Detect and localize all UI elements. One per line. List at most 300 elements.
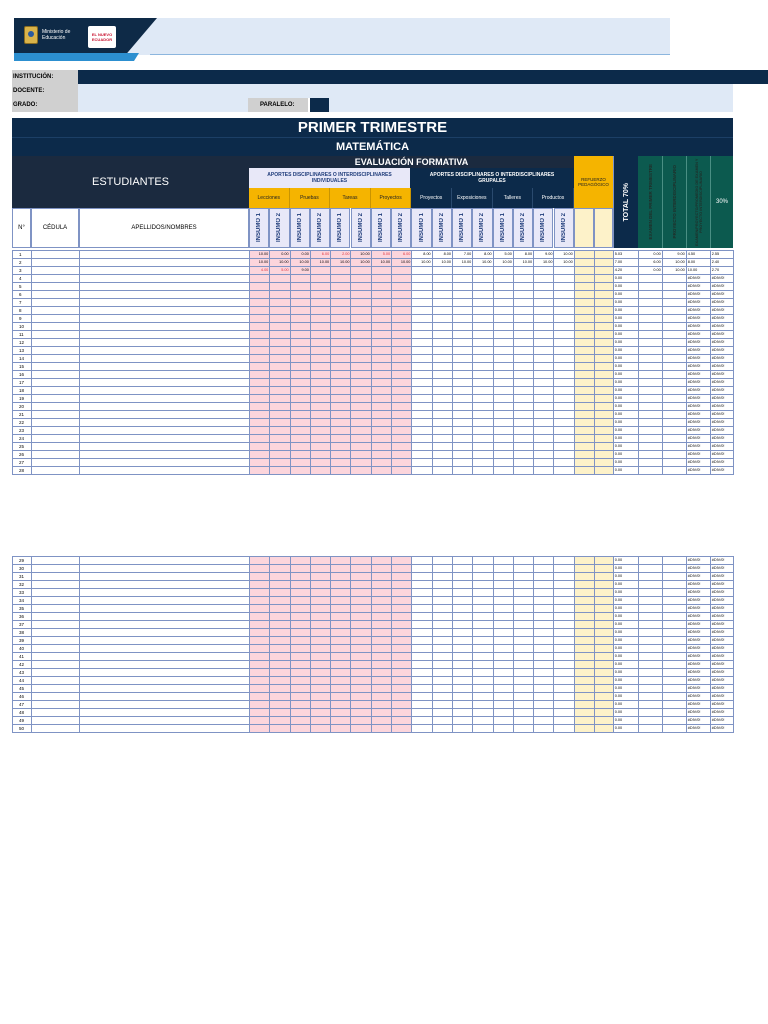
project-cell[interactable] [662, 315, 686, 323]
id-cell[interactable] [32, 251, 80, 259]
grade-group-cell[interactable] [473, 605, 493, 613]
grade-group-cell[interactable] [432, 565, 452, 573]
name-cell[interactable] [80, 451, 250, 459]
grade-individual-cell[interactable] [392, 725, 412, 733]
grade-group-cell[interactable] [473, 403, 493, 411]
grade-individual-cell[interactable] [290, 581, 310, 589]
grade-group-cell[interactable] [412, 299, 432, 307]
reinforcement-cell[interactable] [594, 315, 613, 323]
grade-group-cell[interactable] [534, 307, 554, 315]
project-cell[interactable] [662, 347, 686, 355]
grade-group-cell[interactable] [432, 693, 452, 701]
reinforcement-cell[interactable] [574, 323, 594, 331]
id-cell[interactable] [32, 717, 80, 725]
exam-cell[interactable] [638, 581, 662, 589]
grade-group-cell[interactable] [513, 701, 533, 709]
grade-individual-cell[interactable] [351, 581, 371, 589]
grade-individual-cell[interactable] [270, 299, 290, 307]
grade-group-cell[interactable] [473, 371, 493, 379]
grade-group-cell[interactable] [513, 267, 533, 275]
id-cell[interactable] [32, 581, 80, 589]
grade-individual-cell[interactable] [392, 435, 412, 443]
grade-individual-cell[interactable] [371, 467, 391, 475]
grade-group-cell[interactable] [493, 267, 513, 275]
id-cell[interactable] [32, 259, 80, 267]
grade-group-cell[interactable] [554, 637, 574, 645]
grade-group-cell[interactable] [432, 443, 452, 451]
name-cell[interactable] [80, 275, 250, 283]
grade-individual-cell[interactable] [310, 581, 330, 589]
grade-group-cell[interactable] [452, 573, 472, 581]
grade-group-cell[interactable] [412, 605, 432, 613]
project-cell[interactable] [662, 597, 686, 605]
grade-group-cell[interactable] [452, 677, 472, 685]
reinforcement-cell[interactable] [594, 605, 613, 613]
grade-group-cell[interactable] [452, 685, 472, 693]
grade-individual-cell[interactable] [371, 363, 391, 371]
reinforcement-cell[interactable] [574, 339, 594, 347]
grade-group-cell[interactable] [534, 565, 554, 573]
id-cell[interactable] [32, 677, 80, 685]
grade-group-cell[interactable] [534, 443, 554, 451]
grade-individual-cell[interactable] [270, 355, 290, 363]
grade-group-cell[interactable] [554, 677, 574, 685]
grade-group-cell[interactable] [473, 637, 493, 645]
grade-individual-cell[interactable] [310, 371, 330, 379]
project-cell[interactable] [662, 645, 686, 653]
grade-individual-cell[interactable] [371, 427, 391, 435]
reinforcement-cell[interactable] [594, 411, 613, 419]
id-cell[interactable] [32, 435, 80, 443]
grade-individual-cell[interactable] [351, 315, 371, 323]
grade-individual-cell[interactable]: 10.00 [270, 259, 290, 267]
grade-individual-cell[interactable] [310, 307, 330, 315]
reinforcement-cell[interactable] [594, 347, 613, 355]
grade-individual-cell[interactable] [371, 613, 391, 621]
grade-group-cell[interactable] [513, 299, 533, 307]
grade-individual-cell[interactable] [290, 669, 310, 677]
reinforcement-cell[interactable] [594, 629, 613, 637]
grade-individual-cell[interactable] [331, 299, 351, 307]
name-cell[interactable] [80, 661, 250, 669]
grade-group-cell[interactable] [473, 315, 493, 323]
grade-group-cell[interactable] [432, 645, 452, 653]
grade-group-cell[interactable] [412, 379, 432, 387]
grade-group-cell[interactable] [412, 589, 432, 597]
grade-individual-cell[interactable] [250, 339, 270, 347]
name-cell[interactable] [80, 267, 250, 275]
grade-group-cell[interactable] [412, 573, 432, 581]
grade-group-cell[interactable] [534, 669, 554, 677]
name-cell[interactable] [80, 299, 250, 307]
grade-individual-cell[interactable] [290, 347, 310, 355]
name-cell[interactable] [80, 717, 250, 725]
grade-individual-cell[interactable] [392, 685, 412, 693]
grade-individual-cell[interactable] [310, 283, 330, 291]
grade-individual-cell[interactable] [331, 677, 351, 685]
grade-individual-cell[interactable] [371, 275, 391, 283]
grade-individual-cell[interactable] [290, 589, 310, 597]
grade-individual-cell[interactable] [250, 291, 270, 299]
project-cell[interactable] [662, 427, 686, 435]
grade-individual-cell[interactable] [351, 589, 371, 597]
reinforcement-cell[interactable] [574, 299, 594, 307]
grade-group-cell[interactable] [534, 573, 554, 581]
grade-group-cell[interactable] [412, 331, 432, 339]
grade-group-cell[interactable] [493, 459, 513, 467]
grade-individual-cell[interactable] [351, 379, 371, 387]
exam-cell[interactable] [638, 395, 662, 403]
grade-individual-cell[interactable] [331, 323, 351, 331]
id-cell[interactable] [32, 355, 80, 363]
grade-individual-cell[interactable] [250, 411, 270, 419]
grade-group-cell[interactable] [554, 331, 574, 339]
id-cell[interactable] [32, 645, 80, 653]
project-cell[interactable] [662, 613, 686, 621]
name-cell[interactable] [80, 419, 250, 427]
grade-field[interactable] [78, 98, 248, 112]
grade-group-cell[interactable] [493, 307, 513, 315]
grade-individual-cell[interactable] [392, 597, 412, 605]
grade-individual-cell[interactable] [351, 283, 371, 291]
grade-individual-cell[interactable] [310, 605, 330, 613]
grade-group-cell[interactable] [432, 653, 452, 661]
exam-cell[interactable] [638, 589, 662, 597]
grade-group-cell[interactable] [554, 557, 574, 565]
grade-group-cell[interactable] [473, 355, 493, 363]
grade-group-cell[interactable] [412, 355, 432, 363]
grade-individual-cell[interactable] [371, 459, 391, 467]
reinforcement-cell[interactable] [574, 379, 594, 387]
grade-individual-cell[interactable] [371, 443, 391, 451]
grade-individual-cell[interactable] [290, 565, 310, 573]
grade-individual-cell[interactable] [351, 613, 371, 621]
grade-individual-cell[interactable] [392, 411, 412, 419]
grade-individual-cell[interactable] [310, 645, 330, 653]
reinforcement-cell[interactable] [594, 443, 613, 451]
project-cell[interactable] [662, 605, 686, 613]
grade-group-cell[interactable] [534, 621, 554, 629]
grade-individual-cell[interactable] [270, 701, 290, 709]
grade-group-cell[interactable] [493, 637, 513, 645]
grade-individual-cell[interactable] [351, 717, 371, 725]
name-cell[interactable] [80, 251, 250, 259]
project-cell[interactable] [662, 725, 686, 733]
grade-group-cell[interactable] [534, 613, 554, 621]
grade-group-cell[interactable] [534, 331, 554, 339]
grade-individual-cell[interactable] [310, 637, 330, 645]
grade-group-cell[interactable] [554, 355, 574, 363]
name-cell[interactable] [80, 355, 250, 363]
grade-group-cell[interactable] [412, 443, 432, 451]
reinforcement-cell[interactable] [594, 283, 613, 291]
institution-field[interactable] [78, 70, 768, 84]
grade-group-cell[interactable] [493, 411, 513, 419]
grade-group-cell[interactable] [513, 573, 533, 581]
grade-individual-cell[interactable] [392, 387, 412, 395]
grade-group-cell[interactable] [493, 669, 513, 677]
grade-individual-cell[interactable] [290, 597, 310, 605]
grade-group-cell[interactable] [554, 459, 574, 467]
grade-group-cell[interactable] [493, 275, 513, 283]
grade-individual-cell[interactable] [270, 435, 290, 443]
grade-individual-cell[interactable] [331, 701, 351, 709]
reinforcement-cell[interactable] [594, 299, 613, 307]
grade-group-cell[interactable] [432, 725, 452, 733]
grade-group-cell[interactable] [452, 645, 472, 653]
grade-individual-cell[interactable] [351, 557, 371, 565]
grade-individual-cell[interactable] [270, 283, 290, 291]
grade-individual-cell[interactable] [250, 637, 270, 645]
grade-individual-cell[interactable] [290, 299, 310, 307]
grade-individual-cell[interactable]: 9.00 [290, 267, 310, 275]
reinforcement-cell[interactable] [594, 637, 613, 645]
grade-individual-cell[interactable] [351, 267, 371, 275]
grade-group-cell[interactable] [493, 315, 513, 323]
grade-group-cell[interactable] [493, 629, 513, 637]
exam-cell[interactable] [638, 283, 662, 291]
grade-group-cell[interactable] [412, 411, 432, 419]
grade-individual-cell[interactable] [290, 677, 310, 685]
grade-group-cell[interactable] [513, 307, 533, 315]
grade-group-cell[interactable] [534, 717, 554, 725]
grade-individual-cell[interactable] [290, 443, 310, 451]
reinforcement-cell[interactable] [594, 331, 613, 339]
grade-group-cell[interactable] [493, 355, 513, 363]
grade-individual-cell[interactable] [250, 387, 270, 395]
project-cell[interactable] [662, 669, 686, 677]
id-cell[interactable] [32, 459, 80, 467]
grade-group-cell[interactable] [432, 597, 452, 605]
grade-group-cell[interactable] [432, 379, 452, 387]
name-cell[interactable] [80, 653, 250, 661]
name-cell[interactable] [80, 573, 250, 581]
grade-group-cell[interactable] [452, 597, 472, 605]
project-cell[interactable]: 10.00 [662, 267, 686, 275]
name-cell[interactable] [80, 669, 250, 677]
grade-individual-cell[interactable]: 5.00 [371, 251, 391, 259]
grade-individual-cell[interactable] [371, 331, 391, 339]
grade-group-cell[interactable] [534, 403, 554, 411]
grade-group-cell[interactable] [513, 725, 533, 733]
grade-group-cell[interactable] [473, 347, 493, 355]
reinforcement-cell[interactable] [594, 581, 613, 589]
grade-group-cell[interactable] [513, 467, 533, 475]
grade-individual-cell[interactable] [290, 459, 310, 467]
grade-individual-cell[interactable] [371, 419, 391, 427]
grade-group-cell[interactable] [473, 411, 493, 419]
grade-individual-cell[interactable] [310, 459, 330, 467]
grade-individual-cell[interactable] [270, 291, 290, 299]
grade-individual-cell[interactable] [290, 363, 310, 371]
grade-group-cell[interactable] [432, 573, 452, 581]
grade-individual-cell[interactable] [250, 307, 270, 315]
project-cell[interactable] [662, 451, 686, 459]
grade-group-cell[interactable] [473, 701, 493, 709]
grade-individual-cell[interactable] [392, 267, 412, 275]
exam-cell[interactable] [638, 701, 662, 709]
grade-individual-cell[interactable] [250, 299, 270, 307]
grade-individual-cell[interactable] [371, 557, 391, 565]
grade-group-cell[interactable] [493, 467, 513, 475]
id-cell[interactable] [32, 307, 80, 315]
grade-individual-cell[interactable] [392, 581, 412, 589]
grade-group-cell[interactable] [493, 379, 513, 387]
grade-group-cell[interactable] [412, 693, 432, 701]
reinforcement-cell[interactable] [574, 371, 594, 379]
grade-individual-cell[interactable] [392, 347, 412, 355]
grade-individual-cell[interactable] [290, 315, 310, 323]
grade-group-cell[interactable]: 8.00 [412, 251, 432, 259]
grade-group-cell[interactable] [513, 283, 533, 291]
grade-individual-cell[interactable] [331, 339, 351, 347]
grade-group-cell[interactable]: 8.00 [513, 251, 533, 259]
grade-group-cell[interactable] [473, 299, 493, 307]
grade-individual-cell[interactable] [351, 323, 371, 331]
grade-group-cell[interactable] [493, 597, 513, 605]
grade-individual-cell[interactable] [331, 709, 351, 717]
grade-individual-cell[interactable] [392, 339, 412, 347]
grade-group-cell[interactable] [412, 701, 432, 709]
grade-individual-cell[interactable] [250, 315, 270, 323]
grade-individual-cell[interactable] [331, 613, 351, 621]
grade-individual-cell[interactable] [270, 605, 290, 613]
exam-cell[interactable] [638, 629, 662, 637]
grade-individual-cell[interactable] [290, 701, 310, 709]
grade-group-cell[interactable] [554, 597, 574, 605]
grade-group-cell[interactable] [513, 459, 533, 467]
reinforcement-cell[interactable] [594, 701, 613, 709]
grade-individual-cell[interactable] [310, 685, 330, 693]
project-cell[interactable] [662, 355, 686, 363]
grade-group-cell[interactable] [513, 339, 533, 347]
grade-individual-cell[interactable] [310, 443, 330, 451]
grade-individual-cell[interactable]: 6.00 [392, 251, 412, 259]
grade-group-cell[interactable] [432, 589, 452, 597]
grade-group-cell[interactable]: 8.00 [473, 251, 493, 259]
grade-individual-cell[interactable] [310, 621, 330, 629]
grade-group-cell[interactable] [554, 613, 574, 621]
id-cell[interactable] [32, 339, 80, 347]
grade-group-cell[interactable] [554, 669, 574, 677]
grade-individual-cell[interactable] [270, 637, 290, 645]
grade-group-cell[interactable] [554, 435, 574, 443]
grade-individual-cell[interactable] [290, 307, 310, 315]
grade-individual-cell[interactable] [290, 621, 310, 629]
project-cell[interactable] [662, 693, 686, 701]
project-cell[interactable] [662, 557, 686, 565]
exam-cell[interactable] [638, 427, 662, 435]
grade-individual-cell[interactable] [270, 331, 290, 339]
grade-group-cell[interactable] [534, 701, 554, 709]
grade-individual-cell[interactable] [392, 443, 412, 451]
exam-cell[interactable]: 0.00 [638, 267, 662, 275]
grade-individual-cell[interactable] [331, 669, 351, 677]
grade-individual-cell[interactable]: 10.00 [392, 259, 412, 267]
project-cell[interactable] [662, 403, 686, 411]
grade-individual-cell[interactable] [392, 427, 412, 435]
grade-group-cell[interactable]: 10.00 [554, 259, 574, 267]
exam-cell[interactable]: 6.00 [638, 259, 662, 267]
grade-group-cell[interactable] [554, 573, 574, 581]
grade-individual-cell[interactable] [392, 645, 412, 653]
name-cell[interactable] [80, 637, 250, 645]
grade-group-cell[interactable] [412, 557, 432, 565]
grade-group-cell[interactable] [473, 557, 493, 565]
grade-individual-cell[interactable] [290, 283, 310, 291]
project-cell[interactable] [662, 701, 686, 709]
grade-individual-cell[interactable] [351, 403, 371, 411]
grade-individual-cell[interactable] [270, 557, 290, 565]
id-cell[interactable] [32, 315, 80, 323]
grade-individual-cell[interactable] [250, 701, 270, 709]
grade-individual-cell[interactable] [310, 299, 330, 307]
reinforcement-cell[interactable] [574, 661, 594, 669]
reinforcement-cell[interactable] [574, 573, 594, 581]
grade-individual-cell[interactable] [290, 435, 310, 443]
name-cell[interactable] [80, 565, 250, 573]
grade-group-cell[interactable] [534, 557, 554, 565]
grade-individual-cell[interactable] [331, 395, 351, 403]
grade-group-cell[interactable] [513, 331, 533, 339]
grade-individual-cell[interactable] [371, 403, 391, 411]
reinforcement-cell[interactable] [594, 363, 613, 371]
grade-individual-cell[interactable] [270, 573, 290, 581]
grade-individual-cell[interactable] [371, 299, 391, 307]
grade-group-cell[interactable] [432, 427, 452, 435]
grade-individual-cell[interactable] [351, 725, 371, 733]
grade-group-cell[interactable] [412, 339, 432, 347]
grade-individual-cell[interactable] [351, 605, 371, 613]
grade-group-cell[interactable] [412, 677, 432, 685]
grade-group-cell[interactable]: 9.00 [534, 251, 554, 259]
grade-individual-cell[interactable] [290, 275, 310, 283]
grade-group-cell[interactable] [432, 685, 452, 693]
grade-individual-cell[interactable] [250, 629, 270, 637]
grade-individual-cell[interactable] [310, 597, 330, 605]
grade-individual-cell[interactable] [270, 315, 290, 323]
grade-group-cell[interactable] [473, 395, 493, 403]
grade-individual-cell[interactable] [392, 653, 412, 661]
grade-individual-cell[interactable] [250, 573, 270, 581]
grade-group-cell[interactable] [432, 605, 452, 613]
grade-individual-cell[interactable] [392, 395, 412, 403]
grade-group-cell[interactable] [452, 419, 472, 427]
exam-cell[interactable] [638, 653, 662, 661]
grade-individual-cell[interactable] [290, 717, 310, 725]
grade-group-cell[interactable] [513, 637, 533, 645]
reinforcement-cell[interactable] [594, 419, 613, 427]
exam-cell[interactable] [638, 725, 662, 733]
id-cell[interactable] [32, 565, 80, 573]
grade-group-cell[interactable]: 5.00 [493, 251, 513, 259]
name-cell[interactable] [80, 443, 250, 451]
grade-individual-cell[interactable] [310, 323, 330, 331]
grade-individual-cell[interactable] [290, 427, 310, 435]
exam-cell[interactable] [638, 323, 662, 331]
grade-group-cell[interactable] [554, 363, 574, 371]
grade-individual-cell[interactable] [270, 685, 290, 693]
reinforcement-cell[interactable] [574, 589, 594, 597]
grade-group-cell[interactable] [412, 323, 432, 331]
grade-individual-cell[interactable] [392, 677, 412, 685]
grade-group-cell[interactable] [554, 653, 574, 661]
grade-group-cell[interactable] [554, 275, 574, 283]
grade-individual-cell[interactable] [270, 451, 290, 459]
grade-group-cell[interactable] [513, 387, 533, 395]
grade-group-cell[interactable] [534, 435, 554, 443]
grade-individual-cell[interactable] [351, 677, 371, 685]
